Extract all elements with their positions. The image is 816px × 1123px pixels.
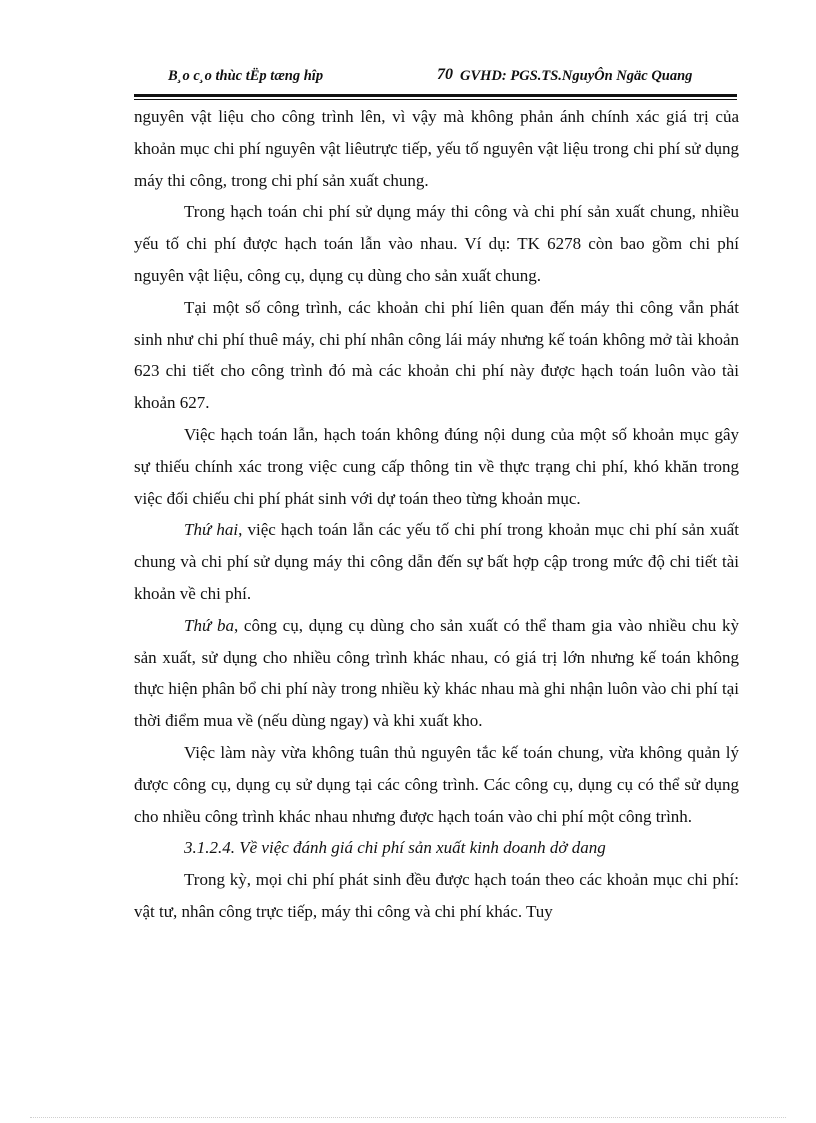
paragraph-text: , công cụ, dụng cụ dùng cho sản xuất có thể tham gia vào nhiều chu kỳ sản xuất, sử dụng cho nhiều công trình khác nhau, có giá trị lớn nhưng kế toán không thực hiện phân bổ chi phí này trong nhiều kỳ khác nhau mà ghi nhận luôn vào chi phí tại thời điểm mua về (nếu dùng ngay) và khi xuất kho. [134,615,739,731]
paragraph-thu-hai [134,514,739,609]
page-bottom-border [30,1117,786,1118]
paragraph-text: , việc hạch toán lẫn các yếu tố chi phí trong khoản mục chi phí sản xuất chung và chi phí sử dụng máy thi công dẫn đến sự bất hợp cập trong mức độ chi tiết tài khoản về chi phí. [134,520,739,603]
paragraph: Việc làm này vừa không tuân thủ nguyên tắc kế toán chung, vừa không quản lý được công cụ, dụng cụ sử dụng tại các công trình. Các công cụ, dụng cụ có thể sử dụng cho nhiều công trình khác nhau nhưng được hạch toán vào chi phí một công trình. [134,742,739,826]
header-report-title: B¸o c¸o thùc tËp tæng hîp [168,68,324,84]
header-supervisor: GVHD: PGS.TS.NguyÔn Ngäc Quang [460,68,693,84]
page-header [134,62,737,92]
paragraph: Trong kỳ, mọi chi phí phát sinh đều được hạch toán theo các khoản mục chi phí: vật tư, nhân công trực tiếp, máy thi công và chi phí khác. Tuy [134,870,739,921]
paragraph-continuation: nguyên vật liệu cho công trình lên, vì vậy mà không phản ánh chính xác giá trị của khoản mục chi phí nguyên vật liêutrực tiếp, yếu tố nguyên vật liệu trong chi phí sử dụng máy thi công, trong chi phí sản xuất chung. [134,107,739,190]
section-heading: 3.1.2.4. Về việc đánh giá chi phí sản xuất kinh doanh dở dang [184,838,606,858]
paragraph-thu-ba [134,610,739,737]
paragraph: Trong hạch toán chi phí sử dụng máy thi công và chi phí sản xuất chung, nhiều yếu tố chi phí được hạch toán lẫn vào nhau. Ví dụ: TK 6278 còn bao gồm chi phí nguyên vật liệu, công cụ, dụng cụ dùng cho sản xuất chung. [134,202,739,285]
paragraph: Tại một số công trình, các khoản chi phí liên quan đến máy thi công vẫn phát sinh như chi phí thuê máy, chi phí nhân công lái máy nhưng kế toán không mở tài khoản 623 chi tiết cho công trình đó mà các khoản chi phí này được hạch toán luôn vào tài khoản 627. [134,297,739,413]
page-number: 70 [437,66,453,83]
header-rule-thick [134,94,737,97]
paragraph: Việc hạch toán lẫn, hạch toán không đúng nội dung của một số khoản mục gây sự thiếu chính xác trong việc cung cấp thông tin về thực trạng chi phí, khó khăn trong việc đối chiếu chi phí phát sinh với dự toán theo từng khoản mục. [134,424,739,508]
document-body [134,101,739,928]
header-rule-thin [134,99,737,100]
paragraph-lead-italic: Thứ ba [184,615,234,635]
paragraph-lead-italic: Thứ hai [184,520,239,540]
